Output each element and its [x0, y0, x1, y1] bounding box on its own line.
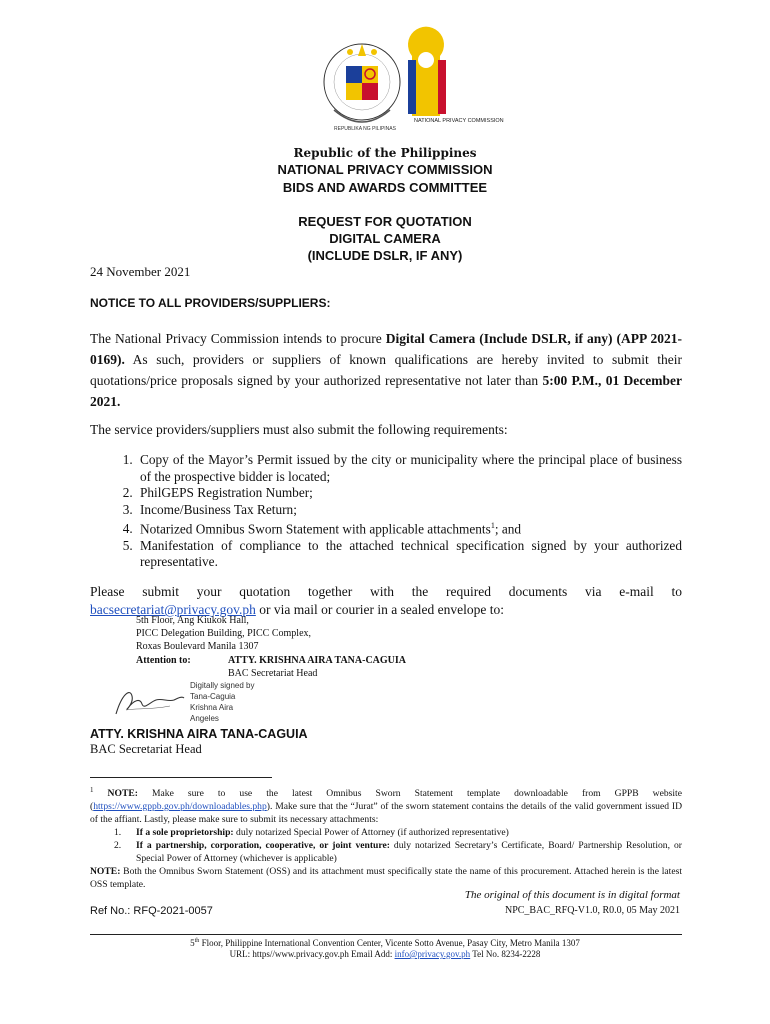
requirements-list — [90, 452, 682, 571]
handwritten-signature — [110, 684, 186, 720]
npc-logo-icon — [408, 27, 446, 116]
footnote-item: 2. If a partnership, corporation, cooperative, or joint venture: duly notarized Secretary’s Certificate, Board/ Partnership Resolution, or Special Power of Attorney (whichever is applicable) — [114, 840, 682, 865]
requirements-intro: The service providers/suppliers must also submit the following requirements: — [90, 422, 508, 437]
footnote-item: 1. If a sole proprietorship: duly notarized Special Power of Attorney (if authorized representative) — [114, 827, 509, 839]
committee-heading: BIDS AND AWARDS COMMITTEE — [282, 180, 488, 195]
footer-divider — [90, 934, 682, 935]
list-item: 2. PhilGEPS Registration Number; — [136, 485, 682, 502]
header-logos — [320, 30, 504, 142]
rfq-item-note: (INCLUDE DSLR, IF ANY) — [307, 248, 463, 263]
footnote-ref: 1 — [490, 521, 495, 530]
rfq-title: REQUEST FOR QUOTATION — [298, 214, 472, 229]
footnote-divider — [90, 777, 272, 778]
philippine-seal-icon — [324, 44, 400, 122]
republic-heading: Republic of the Philippines — [293, 146, 477, 160]
footnote — [90, 784, 682, 891]
document-date: 24 November 2021 — [90, 264, 191, 279]
attention-label: Attention to: — [136, 655, 191, 666]
list-item: 3. Income/Business Tax Return; — [136, 502, 682, 519]
gppb-link[interactable]: https://www.gppb.gov.ph/downloadables.php — [93, 801, 267, 813]
attention-name: ATTY. KRISHNA AIRA TANA-CAGUIA — [228, 655, 406, 666]
submission-paragraph: Please submit your quotation together with the required documents via e-mail to bacsecretariat@privacy.gov.ph or via mail or courier in a sealed envelope to: — [90, 584, 682, 617]
list-item: 1. Copy of the Mayor’s Permit issued by the city or municipality where the principal place of business of the prospective bidder is located; — [136, 452, 682, 485]
rfq-item: DIGITAL CAMERA — [329, 231, 441, 246]
list-item: 5. Manifestation of compliance to the attached technical specification signed by your authorized representative. — [136, 538, 682, 571]
list-item: 4. Notarized Omnibus Sworn Statement with applicable attachments$^1$; and — [136, 518, 682, 538]
signer-title: BAC Secretariat Head — [90, 742, 202, 756]
seal-text: REPUBLIKA NG PILIPINAS — [334, 126, 396, 132]
footer-address: 5th Floor, Philippine International Convention Center, Vicente Sotto Avenue, Pasay City, Metro Manila 1307 — [190, 938, 580, 948]
footer-contact: URL: https//www.privacy.gov.ph Email Add: info@privacy.gov.ph Tel No. 8234-2228 — [229, 949, 541, 959]
agency-heading: NATIONAL PRIVACY COMMISSION — [277, 162, 493, 177]
intro-paragraph: The National Privacy Commission intends to procure Digital Camera (Include DSLR, if any) (APP 2021-0169). As such, providers or suppliers of known qualifications are hereby invited to submit their quotations/price proposals signed by your authorized representative not later than 5:00 P.M., 01 December 2021. — [90, 331, 682, 409]
footnote-main: $^1$ NOTE: Make sure to use the latest Omnibus Sworn Statement template downloadable from GPPB website (https://www.gppb.gov.ph/downloadables.php). Make sure that the “Jurat” of the sworn statement contains the details of the valid government issued ID of the affiant. Lastly, please make sure to submit its necessary attachments: — [90, 786, 682, 826]
signer-name: ATTY. KRISHNA AIRA TANA-CAGUIA — [90, 727, 308, 741]
attention-title: BAC Secretariat Head — [228, 668, 318, 679]
mailing-address: 5th Floor, Ang Kiukok Hall, PICC Delegation Building, PICC Complex, Roxas Boulevard Manila 1307 — [136, 615, 312, 652]
email-link[interactable]: bacsecretariat@privacy.gov.ph — [90, 602, 256, 617]
reference-number: Ref No.: RFQ-2021-0057 — [90, 905, 213, 917]
npc-logo-text: NATIONAL PRIVACY COMMISSION — [414, 118, 504, 124]
original-format-note: The original of this document is in digital format — [464, 889, 680, 901]
footer-email-link[interactable]: info@privacy.gov.ph — [394, 949, 471, 959]
footnote-note: NOTE: Both the Omnibus Sworn Statement (OSS) and its attachment must specifically state the name of this procurement. Attached herein is the latest OSS template. — [90, 866, 682, 891]
document-version: NPC_BAC_RFQ-V1.0, R0.0, 05 May 2021 — [504, 905, 680, 916]
notice-heading: NOTICE TO ALL PROVIDERS/SUPPLIERS: — [90, 296, 331, 310]
digital-signature-text: Digitally signed by Tana-Caguia Krishna Aira Angeles — [190, 681, 255, 723]
